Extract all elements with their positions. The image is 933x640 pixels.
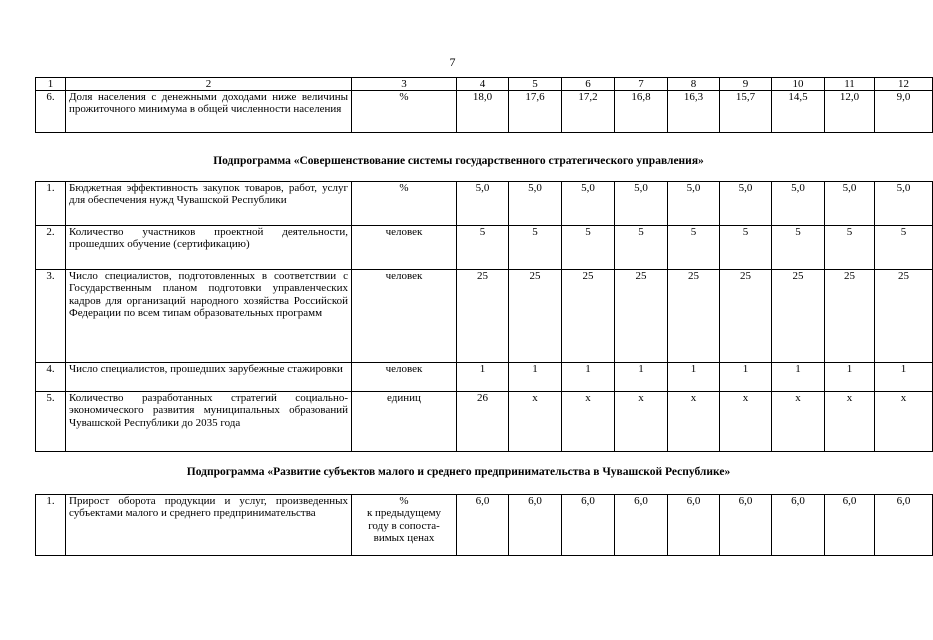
value-cell: 6,0 xyxy=(562,495,615,556)
row-number: 4. xyxy=(36,363,66,392)
indicators-table-part2 xyxy=(35,181,933,452)
table-row xyxy=(36,226,933,270)
value-cell: 5,0 xyxy=(772,182,825,226)
table-row xyxy=(36,182,933,226)
unit: человек xyxy=(352,270,457,363)
header-cell: 3 xyxy=(352,78,457,91)
value-cell: 1 xyxy=(772,363,825,392)
value-cell: 6,0 xyxy=(668,495,720,556)
value-cell: 14,5 xyxy=(772,91,825,133)
value-cell: 5 xyxy=(668,226,720,270)
value-cell: 5,0 xyxy=(509,182,562,226)
value-cell: 5 xyxy=(825,226,875,270)
value-cell: 17,6 xyxy=(509,91,562,133)
row-number: 3. xyxy=(36,270,66,363)
unit: человек xyxy=(352,226,457,270)
unit: человек xyxy=(352,363,457,392)
value-cell: 5 xyxy=(875,226,933,270)
value-cell: 25 xyxy=(457,270,509,363)
value-cell: 1 xyxy=(825,363,875,392)
header-cell: 12 xyxy=(875,78,933,91)
header-cell: 10 xyxy=(772,78,825,91)
value-cell: 6,0 xyxy=(509,495,562,556)
header-cell: 5 xyxy=(509,78,562,91)
indicator-name: Прирост оборота продукции и услуг, произведенных субъектами малого и среднего предпринимательства xyxy=(66,495,352,556)
value-cell: 5,0 xyxy=(615,182,668,226)
indicator-name: Количество участников проектной деятельности, прошедших обучение (сертификацию) xyxy=(66,226,352,270)
value-cell: 5 xyxy=(562,226,615,270)
section-title: Подпрограмма «Совершенствование системы государственного стратегического управления» xyxy=(213,155,704,167)
value-cell: 25 xyxy=(668,270,720,363)
unit xyxy=(352,495,457,556)
value-cell: х xyxy=(875,392,933,452)
indicator-name: Число специалистов, подготовленных в соответствии с Государственным планом подготовки управленческих кадров для организаций народного хозяйства Российской Федерации по всем типам образовательных программ xyxy=(66,270,352,363)
value-cell: 25 xyxy=(875,270,933,363)
value-cell: 5,0 xyxy=(875,182,933,226)
value-cell: 25 xyxy=(509,270,562,363)
value-cell: х xyxy=(668,392,720,452)
row-number: 1. xyxy=(36,182,66,226)
header-cell: 9 xyxy=(720,78,772,91)
unit: % xyxy=(352,182,457,226)
unit-line: % xyxy=(399,495,409,507)
value-cell: 25 xyxy=(772,270,825,363)
indicator-name: Доля населения с денежными доходами ниже величины прожиточного минимума в общей численности населения xyxy=(66,91,352,133)
value-cell: 15,7 xyxy=(720,91,772,133)
value-cell: 6,0 xyxy=(615,495,668,556)
header-cell: 2 xyxy=(66,78,352,91)
row-number: 5. xyxy=(36,392,66,452)
value-cell: 6,0 xyxy=(720,495,772,556)
value-cell: 26 xyxy=(457,392,509,452)
value-cell: 9,0 xyxy=(875,91,933,133)
value-cell: 16,8 xyxy=(615,91,668,133)
value-cell: 5,0 xyxy=(562,182,615,226)
header-cell: 11 xyxy=(825,78,875,91)
indicator-name: Количество разработанных стратегий социально-экономического развития муниципальных образований Чувашской Республики до 2035 года xyxy=(66,392,352,452)
value-cell: 1 xyxy=(668,363,720,392)
value-cell: 6,0 xyxy=(875,495,933,556)
indicators-table-part3 xyxy=(35,494,933,556)
header-cell: 6 xyxy=(562,78,615,91)
unit: единиц xyxy=(352,392,457,452)
value-cell: 5,0 xyxy=(457,182,509,226)
value-cell: 1 xyxy=(509,363,562,392)
header-cell: 8 xyxy=(668,78,720,91)
section-title: Подпрограмма «Развитие субъектов малого и среднего предпринимательства в Чувашской Республике» xyxy=(186,466,731,478)
value-cell: х xyxy=(615,392,668,452)
value-cell: 25 xyxy=(825,270,875,363)
value-cell: 5 xyxy=(615,226,668,270)
value-cell: х xyxy=(509,392,562,452)
header-row xyxy=(36,78,933,91)
value-cell: х xyxy=(720,392,772,452)
value-cell: х xyxy=(825,392,875,452)
header-cell: 7 xyxy=(615,78,668,91)
table-row xyxy=(36,495,933,556)
value-cell: 1 xyxy=(720,363,772,392)
indicator-name: Число специалистов, прошедших зарубежные стажировки xyxy=(66,363,352,392)
indicators-table-part1 xyxy=(35,77,933,133)
header-cell: 1 xyxy=(36,78,66,91)
indicator-name: Бюджетная эффективность закупок товаров, работ, услуг для обеспечения нужд Чувашской Республики xyxy=(66,182,352,226)
page-number: 7 xyxy=(449,55,456,69)
row-number: 1. xyxy=(36,495,66,556)
value-cell: 25 xyxy=(720,270,772,363)
unit-line: году в сопоста- xyxy=(368,519,440,532)
row-number: 2. xyxy=(36,226,66,270)
value-cell: 5 xyxy=(509,226,562,270)
value-cell: х xyxy=(562,392,615,452)
unit-line: вимых ценах xyxy=(373,532,435,545)
row-number: 6. xyxy=(36,91,66,133)
unit-line: к предыдущему xyxy=(366,507,442,520)
value-cell: 1 xyxy=(457,363,509,392)
value-cell: 6,0 xyxy=(825,495,875,556)
value-cell: 6,0 xyxy=(457,495,509,556)
header-cell: 4 xyxy=(457,78,509,91)
value-cell: 5,0 xyxy=(668,182,720,226)
value-cell: 16,3 xyxy=(668,91,720,133)
value-cell: 25 xyxy=(615,270,668,363)
value-cell: 5 xyxy=(720,226,772,270)
value-cell: х xyxy=(772,392,825,452)
value-cell: 18,0 xyxy=(457,91,509,133)
unit: % xyxy=(352,91,457,133)
table-row xyxy=(36,392,933,452)
value-cell: 5 xyxy=(457,226,509,270)
value-cell: 5,0 xyxy=(720,182,772,226)
value-cell: 1 xyxy=(615,363,668,392)
value-cell: 25 xyxy=(562,270,615,363)
value-cell: 1 xyxy=(875,363,933,392)
table-row xyxy=(36,91,933,133)
value-cell: 1 xyxy=(562,363,615,392)
value-cell: 5 xyxy=(772,226,825,270)
value-cell: 12,0 xyxy=(825,91,875,133)
table-row xyxy=(36,363,933,392)
value-cell: 17,2 xyxy=(562,91,615,133)
table-row xyxy=(36,270,933,363)
value-cell: 6,0 xyxy=(772,495,825,556)
value-cell: 5,0 xyxy=(825,182,875,226)
